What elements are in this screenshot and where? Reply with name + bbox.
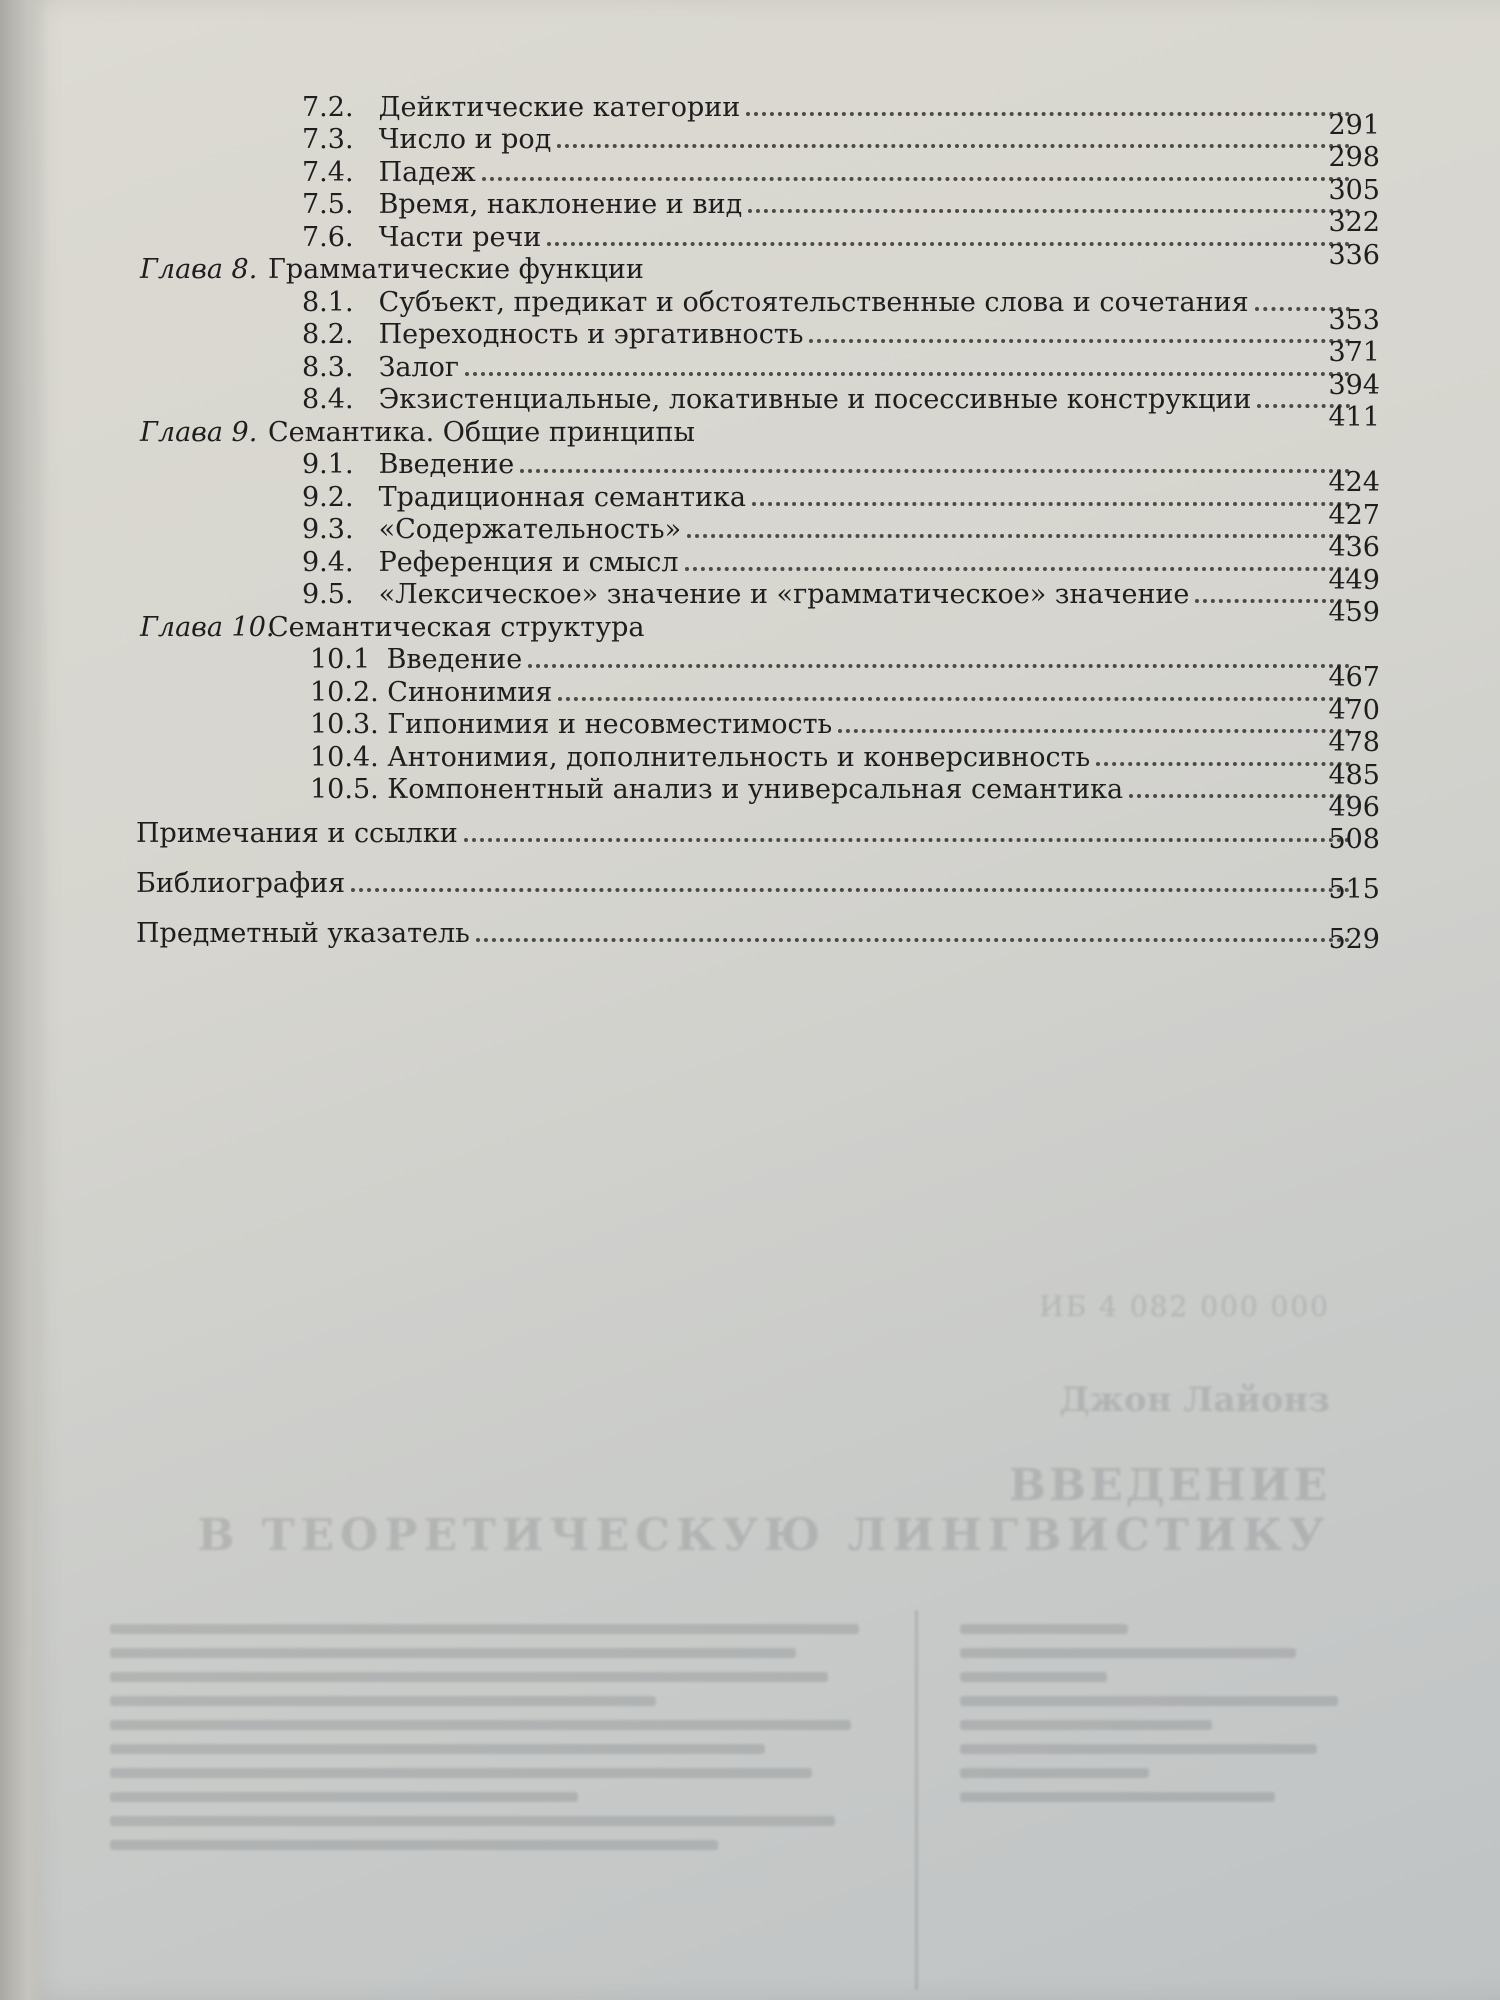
page-number: 371	[1328, 337, 1380, 368]
chapter-label: Глава 9.	[140, 416, 258, 448]
page-number: 436	[1328, 532, 1380, 563]
bleed-through-imprint	[0, 1230, 1500, 2000]
toc-entry: 9.4. Референция и смысл 449	[302, 546, 1380, 596]
page-number: 336	[1328, 239, 1380, 271]
toc-entry: 10.4. Антонимия, дополнительность и конверсивность 485	[310, 741, 1380, 791]
page-number: 353	[1328, 304, 1380, 336]
chapter-title: Семантическая структура	[268, 611, 645, 643]
page-number: 529	[1328, 924, 1380, 955]
toc-entry: 7.4. Падеж 305	[302, 156, 1380, 206]
page-number: 485	[1328, 759, 1380, 791]
toc-entry: 7.3. Число и род 298	[302, 124, 1380, 173]
toc-entry: 9.1. Введение 424	[302, 449, 1380, 498]
chapter-title: Семантика. Общие принципы	[268, 416, 695, 448]
page-number: 449	[1328, 564, 1380, 596]
toc-entry: 9.3. «Содержательность» 436	[302, 514, 1380, 563]
toc-entry-bibliography: Библиография 515	[136, 868, 1380, 905]
toc-entry-notes: Примечания и ссылки 508	[136, 818, 1380, 855]
page-number: 298	[1328, 142, 1380, 173]
chapter-label: Глава 10.	[140, 611, 275, 643]
toc-entry: 7.6. Части речи 336	[302, 221, 1380, 271]
chapter-heading	[130, 253, 1380, 286]
imprint-code: ИБ 4 082 000 000	[1039, 1290, 1330, 1323]
toc-entry-index: Предметный указатель 529	[136, 918, 1380, 955]
chapter-title: Грамматические функции	[268, 254, 644, 285]
page-number: 424	[1328, 467, 1380, 498]
page-number: 515	[1328, 874, 1380, 905]
page-number: 478	[1328, 727, 1380, 758]
page-number: 427	[1328, 499, 1380, 531]
table-of-contents	[130, 90, 1380, 955]
page-number: 470	[1328, 694, 1380, 726]
toc-entry: 10.2. Синонимия 470	[310, 676, 1380, 726]
toc-entry: 8.4. Экзистенциальные, локативные и посессивные конструкции 411	[302, 384, 1380, 433]
toc-entry: 10.3. Гипонимия и несовместимость 478	[310, 709, 1380, 758]
page-number: 411	[1328, 402, 1380, 433]
toc-entry: 8.2. Переходность и эргативность 371	[302, 319, 1380, 368]
imprint-title-line2: В ТЕОРЕТИЧЕСКУЮ ЛИНГВИСТИКУ	[197, 1510, 1330, 1561]
toc-entry: 7.2. Дейктические категории 291	[302, 91, 1380, 141]
page-number: 394	[1328, 369, 1380, 401]
page-number: 291	[1328, 109, 1380, 141]
chapter-heading	[130, 415, 1380, 448]
toc-entry: 7.5. Время, наклонение и вид 322	[302, 189, 1380, 238]
page-number: 467	[1328, 662, 1380, 693]
page-number: 496	[1328, 792, 1380, 823]
toc-entry: 8.1. Субъект, предикат и обстоятельственные слова и сочетания 353	[302, 286, 1380, 336]
imprint-author: Джон Лайонз	[1059, 1380, 1330, 1420]
toc-entry: 9.5. «Лексическое» значение и «грамматическое» значение 459	[302, 579, 1380, 628]
page-number: 508	[1328, 824, 1380, 855]
imprint-text-block	[110, 1610, 1380, 1990]
page-number: 459	[1328, 597, 1380, 628]
imprint-title-line1: ВВЕДЕНИЕ	[1008, 1460, 1330, 1511]
toc-entry: 8.3. Залог 394	[302, 351, 1380, 401]
toc-entry: 10.1 Введение 467	[310, 644, 1380, 693]
page-number: 322	[1328, 207, 1380, 238]
toc-entry: 9.2. Традиционная семантика 427	[302, 481, 1380, 531]
page-number: 305	[1328, 174, 1380, 206]
toc-entry: 10.5. Компонентный анализ и универсальная семантика 496	[310, 774, 1380, 823]
chapter-label: Глава 8.	[140, 254, 258, 285]
chapter-heading	[130, 610, 1380, 643]
